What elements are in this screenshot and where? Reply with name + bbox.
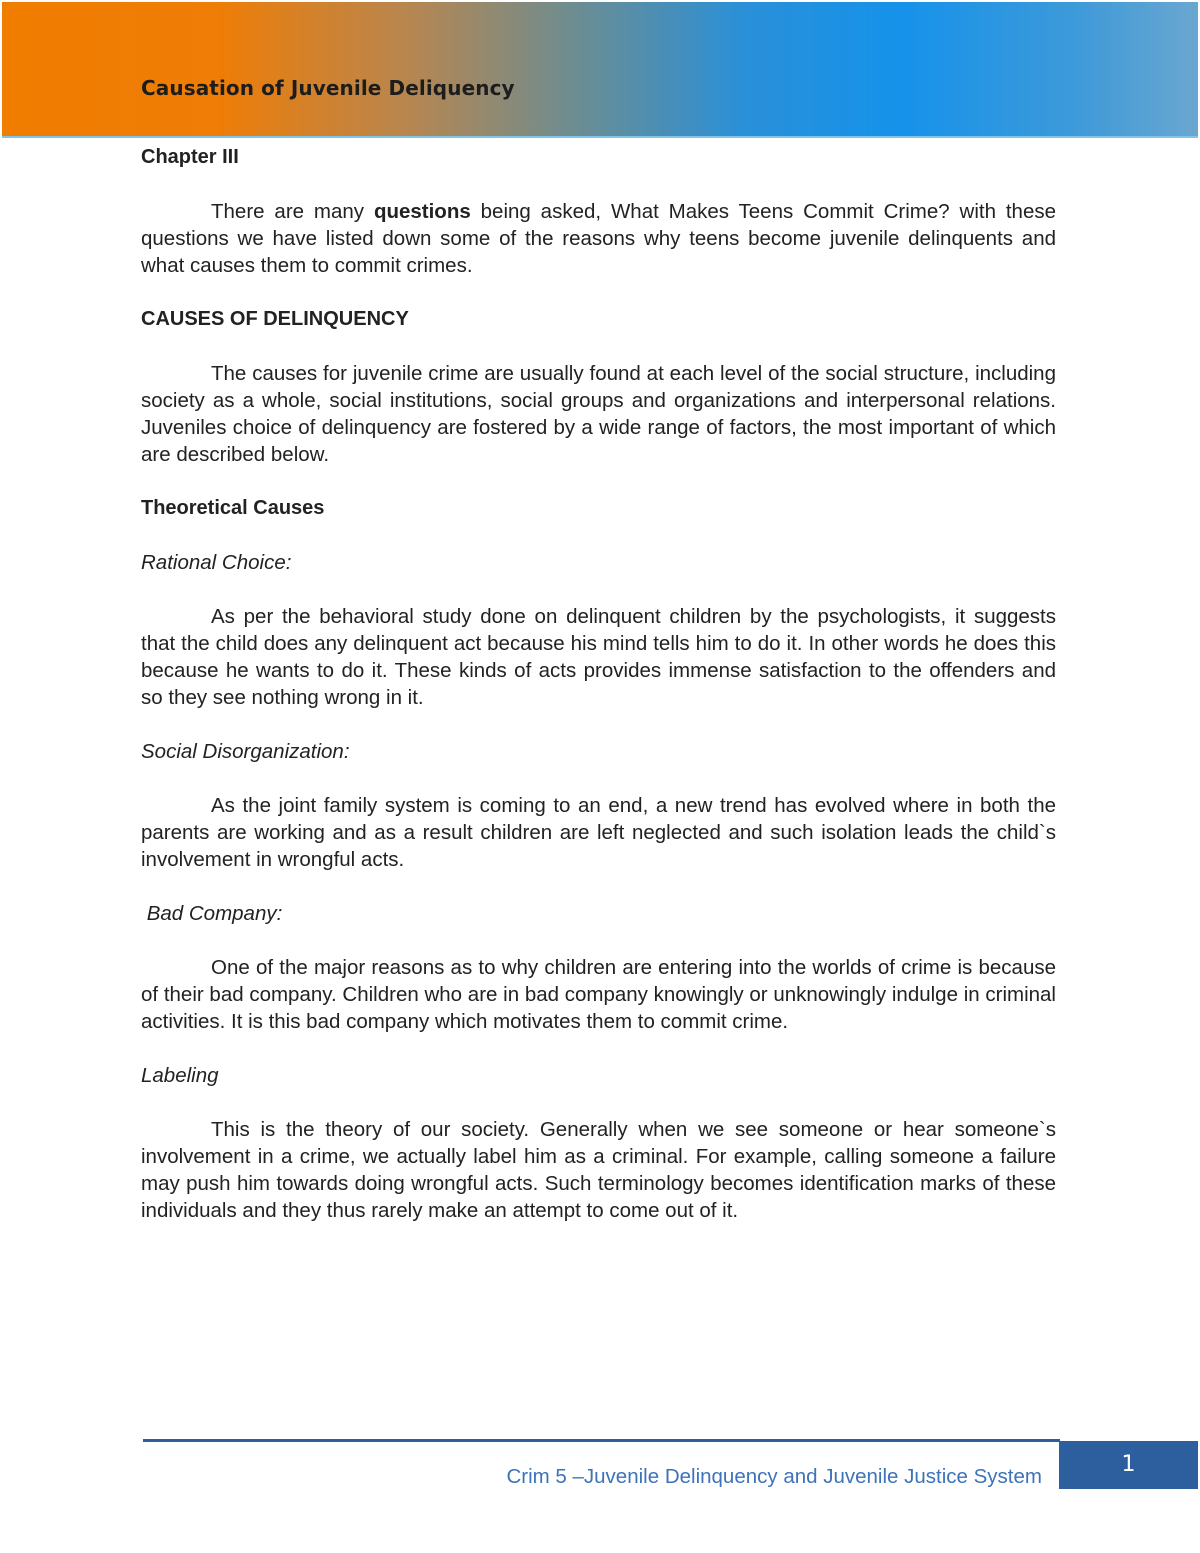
spacer [141,468,1056,495]
causes-paragraph: The causes for juvenile crime are usually found at each level of the social structure, including society as a whole, social institutions, social groups and organizations and interpersonal relations. Juveniles choice of delinquency are fostered by a wide range of factors, the most important of which are described below. [141,362,1056,466]
chapter-label: Chapter III [141,146,239,168]
section-title-social-disorganization: Social Disorganization: [141,740,350,763]
theoretical-heading: Theoretical Causes [141,497,325,519]
page-number-box [1059,1441,1198,1489]
spacer [141,1035,1056,1062]
section-title-bad-company: Bad Company: [141,902,283,925]
section-title-labeling: Labeling [141,1064,219,1087]
spacer [141,522,1056,549]
footer-divider [143,1439,1060,1442]
section-text-rational-choice: As per the behavioral study done on delinquent children by the psychologists, it suggests that the child does any delinquent act because his mind tells him to do it. In other words he does this because he wants to do it. These kinds of acts provides immense satisfaction to the offenders and so they see nothing wrong in it. [141,605,1056,709]
spacer [141,333,1056,360]
document-body [141,140,1056,1224]
spacer [141,279,1056,306]
spacer [141,576,1056,603]
page-number: 1 [1121,1452,1136,1477]
section-text-labeling: This is the theory of our society. Generally when we see someone or hear someone`s involvement in a crime, we actually label him as a criminal. For example, calling someone a failure may push him towards doing wrongful acts. Such terminology becomes identification marks of these individuals and they thus rarely make an attempt to come out of it. [141,1118,1056,1222]
causes-heading: CAUSES OF DELINQUENCY [141,308,409,330]
spacer [141,711,1056,738]
spacer [141,927,1056,954]
intro-bold-word: questions [373,200,471,223]
section-text-social-disorganization: As the joint family system is coming to an end, a new trend has evolved where in both the parents are working and as a result children are left neglected and such isolation leads the child`s involvement in wrongful acts. [141,794,1056,871]
document-title: Causation of Juvenile Deliquency [141,76,515,100]
spacer [141,1089,1056,1116]
section-title-rational-choice: Rational Choice: [141,551,292,574]
footer-course-title: Crim 5 –Juvenile Delinquency and Juvenile Justice System [506,1465,1042,1488]
spacer [141,873,1056,900]
spacer [141,765,1056,792]
intro-text-start: There are many [211,200,374,223]
header-banner [2,2,1198,138]
spacer [141,171,1056,198]
section-text-bad-company: One of the major reasons as to why children are entering into the worlds of crime is because of their bad company. Children who are in bad company knowingly or unknowingly indulge in criminal activities. It is this bad company which motivates them to commit crime. [141,956,1056,1033]
intro-text-end: being asked, What Makes Teens Commit Crime? with these questions we have listed down some of the reasons why teens become juvenile delinquents and what causes them to commit crimes. [141,200,1057,277]
intro-paragraph [141,198,1056,279]
